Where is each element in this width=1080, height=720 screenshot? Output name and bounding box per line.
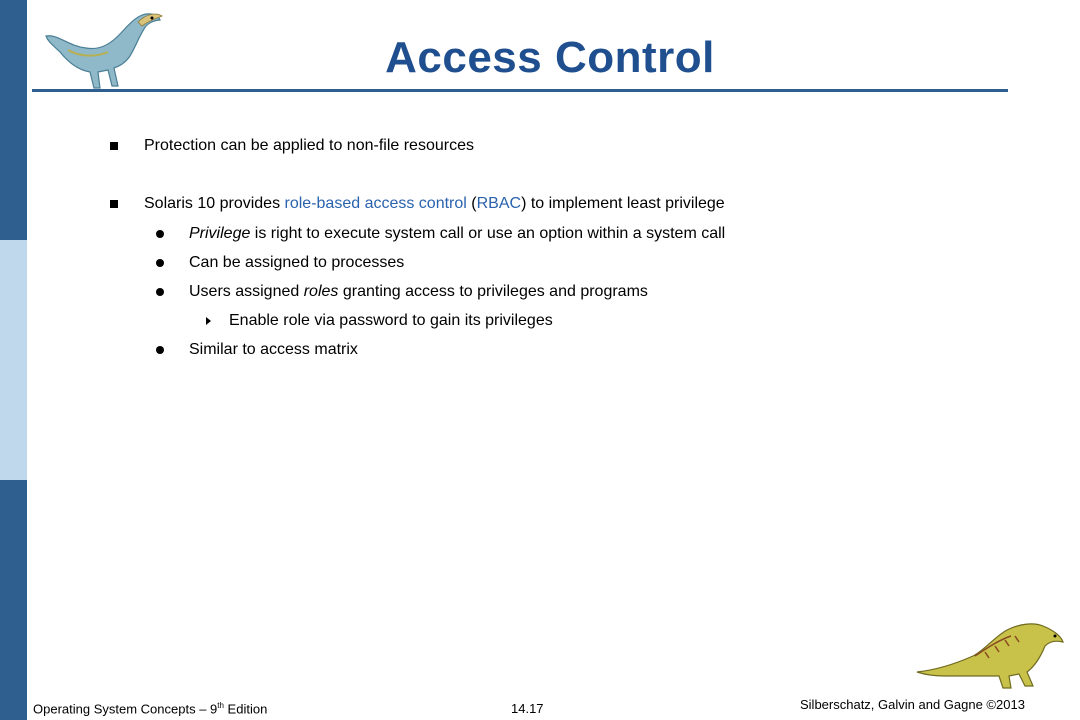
- bullet-text-suffix: ) to implement least privilege: [521, 195, 725, 212]
- italic-term: Privilege: [189, 225, 251, 242]
- dinosaur-logo-icon: [38, 6, 164, 92]
- subbullet-text-prefix: Users assigned: [189, 283, 304, 300]
- slide-title: Access Control: [385, 33, 715, 82]
- footer-authors: Silberschatz, Galvin and Gagne ©2013: [800, 697, 1025, 712]
- bullet-text-prefix: Solaris 10 provides: [144, 195, 285, 212]
- sidebar-light-segment: [0, 240, 27, 480]
- italic-term: roles: [303, 283, 339, 300]
- subsubbullet-text: Enable role via password to gain its privileges: [229, 312, 553, 329]
- subsubbullet-enable-role: [229, 311, 553, 331]
- subbullet-text-suffix: granting access to privileges and programs: [338, 283, 648, 300]
- subbullet-access-matrix: [189, 340, 358, 360]
- subbullet-privilege: [189, 224, 725, 244]
- left-sidebar-bar: [0, 0, 27, 720]
- square-bullet-icon: [110, 142, 118, 150]
- book-title-prefix: Operating System Concepts – 9: [33, 701, 218, 717]
- triangle-bullet-icon: [206, 317, 211, 325]
- bullet-protection: [144, 136, 474, 156]
- footer-page-number: 14.17: [511, 701, 544, 716]
- rbac-term-highlight: role-based access control: [284, 195, 467, 212]
- bullet-text-mid: (: [466, 195, 477, 212]
- dinosaur-footer-icon: [915, 612, 1065, 690]
- round-bullet-icon: [156, 230, 164, 238]
- round-bullet-icon: [156, 259, 164, 267]
- title-underline: [32, 89, 1008, 92]
- subbullet-roles: [189, 282, 648, 302]
- rbac-acronym-highlight: RBAC: [476, 195, 522, 212]
- subbullet-text: Similar to access matrix: [189, 341, 358, 358]
- bullet-solaris-rbac: [144, 194, 725, 214]
- subbullet-processes: [189, 253, 404, 273]
- subbullet-text: is right to execute system call or use an option within a system call: [250, 225, 726, 242]
- bullet-text: Protection can be applied to non-file resources: [144, 137, 474, 154]
- square-bullet-icon: [110, 200, 118, 208]
- subbullet-text: Can be assigned to processes: [189, 254, 405, 271]
- book-edition-superscript: th: [217, 701, 224, 710]
- book-title-suffix: Edition: [223, 701, 268, 717]
- footer-book-title: [33, 701, 267, 716]
- round-bullet-icon: [156, 288, 164, 296]
- round-bullet-icon: [156, 346, 164, 354]
